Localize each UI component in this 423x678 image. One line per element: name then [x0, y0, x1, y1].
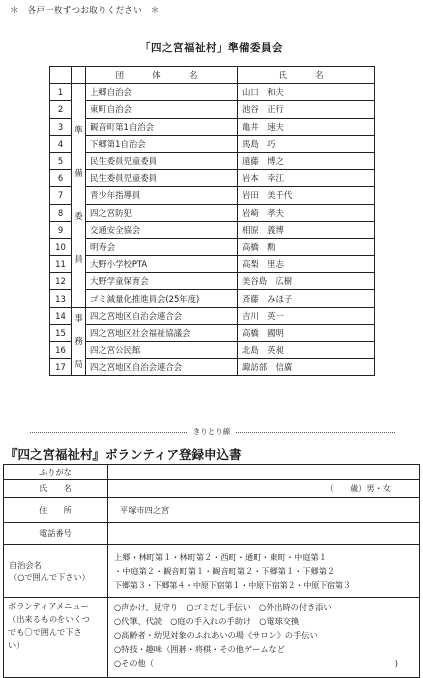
organization-name: 東町自治会 [86, 101, 238, 118]
row-number: 14 [50, 307, 72, 324]
row-number: 3 [50, 118, 72, 135]
person-name: 諏訪部 信廣 [238, 359, 375, 376]
group-label-char: 備 [74, 168, 83, 179]
committee-header-row [50, 67, 375, 84]
person-name: 岩崎 孝夫 [238, 204, 375, 221]
committee-row [50, 359, 375, 376]
person-name: 美谷島 広樹 [238, 273, 375, 290]
menu-option-line-2[interactable]: ○代筆、代読 ○庭の手入れの手助け ○電球交換 [114, 616, 300, 626]
person-name: 北島 英昶 [238, 342, 375, 359]
menu-option-line-3[interactable]: ○高齢者・幼児対象のふれあいの場《サロン》の手伝い [114, 630, 318, 640]
association-label-line-2: （○で囲んで下さい） [9, 572, 90, 582]
group-label-char: 準 [74, 125, 83, 136]
person-name: 山口 和夫 [238, 84, 375, 101]
menu-option-line-4[interactable]: ○特技・趣味（囲碁・将棋・その他ゲームなど [114, 644, 285, 654]
committee-row [50, 170, 375, 187]
row-number: 6 [50, 170, 72, 187]
person-name: 遠藤 博之 [238, 152, 375, 169]
menu-option-line-5[interactable] [114, 656, 416, 670]
row-number: 8 [50, 204, 72, 221]
name-field[interactable] [108, 480, 420, 498]
menu-option-other-close: ) [394, 658, 398, 668]
address-label: 住 所 [4, 498, 108, 523]
person-name: 岩本 幸江 [238, 170, 375, 187]
committee-table [49, 66, 375, 376]
committee-row [50, 324, 375, 341]
menu-option-line-1[interactable]: ○声かけ、見守り ○ゴミだし手伝い ○外出時の付き添い [114, 602, 332, 612]
menu-option-other[interactable]: ○その他（ [114, 658, 154, 668]
committee-row [50, 84, 375, 101]
organization-name: 大野小学校PTA [86, 256, 238, 273]
row-number: 13 [50, 290, 72, 307]
person-name: 亀井 速夫 [238, 118, 375, 135]
association-line-1[interactable]: 上郷・林町第１・林町第２・西町・通町・東町・中庭第１ [114, 552, 327, 562]
row-number: 4 [50, 135, 72, 152]
row-number: 10 [50, 238, 72, 255]
menu-label-line-1: ボランティアメニュー [8, 601, 89, 611]
committee-row [50, 101, 375, 118]
row-number: 15 [50, 324, 72, 341]
association-label [4, 545, 108, 598]
organization-name: 四之宮地区自治会連合会 [86, 359, 238, 376]
person-name: 高橋 國明 [238, 324, 375, 341]
organization-name: 四之宮地区社会福祉協議会 [86, 324, 238, 341]
organization-name: ゴミ減量化推進員会(25年度) [86, 290, 238, 307]
group-label-char: 委 [74, 211, 83, 222]
committee-row [50, 342, 375, 359]
association-options [108, 545, 420, 598]
organization-name: 観音町第1自治会 [86, 118, 238, 135]
address-field[interactable] [108, 498, 420, 523]
distribution-notice: ＊ 各戸一枚ずつお取りください ＊ [10, 6, 160, 16]
person-name: 斉藤 みほ子 [238, 290, 375, 307]
menu-label-line-4: い） [8, 640, 25, 650]
committee-row [50, 152, 375, 169]
organization-name: 四之宮地区自治会連合会 [86, 307, 238, 324]
row-number: 9 [50, 221, 72, 238]
committee-row [50, 238, 375, 255]
organization-name: 民生委員児童委員 [86, 152, 238, 169]
address-value: 平塚市四之宮 [120, 504, 170, 515]
committee-row [50, 290, 375, 307]
group-label-secretariat [72, 307, 86, 376]
person-name: 馬島 巧 [238, 135, 375, 152]
organization-name: 青少年指導員 [86, 187, 238, 204]
group-label-char: 事 [74, 313, 83, 324]
header-name: 氏 名 [238, 67, 375, 84]
name-label: 氏 名 [4, 480, 108, 498]
form-title: 『四之宮福祉村』ボランティア登録申込書 [5, 447, 242, 462]
registration-form [3, 464, 420, 678]
organization-name: 四之宮公民館 [86, 342, 238, 359]
organization-name: 民生委員児童委員 [86, 170, 238, 187]
organization-name: 四之宮防犯 [86, 204, 238, 221]
phone-row [4, 523, 420, 545]
person-name: 岩田 美千代 [238, 187, 375, 204]
furigana-label: ふりがな [4, 465, 108, 480]
organization-name: 下郷第1自治会 [86, 135, 238, 152]
group-label-char: 局 [74, 358, 83, 369]
committee-row [50, 256, 375, 273]
age-sex-field[interactable]: （ 歳）男・女 [325, 483, 391, 493]
cut-line-label: きりとり線 [187, 427, 237, 436]
organization-name: 交通安全協会 [86, 221, 238, 238]
furigana-field[interactable] [108, 465, 420, 480]
person-name: 吉川 英一 [238, 307, 375, 324]
person-name: 高梨 里志 [238, 256, 375, 273]
association-line-3[interactable]: 下郷第３・下郷第４・中原下宿第１・中原下宿第２・中原下宿第３ [114, 580, 351, 590]
row-number: 7 [50, 187, 72, 204]
organization-name: 上郷自治会 [86, 84, 238, 101]
phone-field[interactable] [108, 523, 420, 545]
association-line-2[interactable]: ・中庭第２・観音町第１・観音町第２・下郷第１・下郷第２ [114, 566, 336, 576]
committee-row [50, 204, 375, 221]
committee-row [50, 307, 375, 324]
address-row [4, 498, 420, 523]
committee-title: 「四之宮福祉村」準備委員会 [140, 42, 283, 54]
row-number: 5 [50, 152, 72, 169]
name-row [4, 480, 420, 498]
group-label-committee-members [72, 84, 86, 307]
row-number: 11 [50, 256, 72, 273]
menu-label-line-3: でも〇で囲んで下さ [8, 627, 82, 637]
person-name: 池谷 正行 [238, 101, 375, 118]
organization-name: 大野学童保育会 [86, 273, 238, 290]
row-number: 17 [50, 359, 72, 376]
association-row [4, 545, 420, 598]
committee-row [50, 135, 375, 152]
person-name: 相原 義博 [238, 221, 375, 238]
committee-row [50, 221, 375, 238]
group-label-char: 務 [74, 335, 83, 346]
header-group: 団 体 名 [86, 67, 238, 84]
committee-row [50, 118, 375, 135]
row-number: 1 [50, 84, 72, 101]
committee-row [50, 273, 375, 290]
row-number: 16 [50, 342, 72, 359]
row-number: 12 [50, 273, 72, 290]
group-label-char: 員 [74, 254, 83, 265]
organization-name: 明寿会 [86, 238, 238, 255]
committee-row [50, 187, 375, 204]
person-name: 高橋 勲 [238, 238, 375, 255]
furigana-row [4, 465, 420, 480]
row-number: 2 [50, 101, 72, 118]
association-label-line-1: 自治会名 [9, 560, 42, 570]
menu-label-line-2: （出来るものをいくつ [8, 614, 90, 624]
phone-label: 電話番号 [4, 523, 108, 545]
